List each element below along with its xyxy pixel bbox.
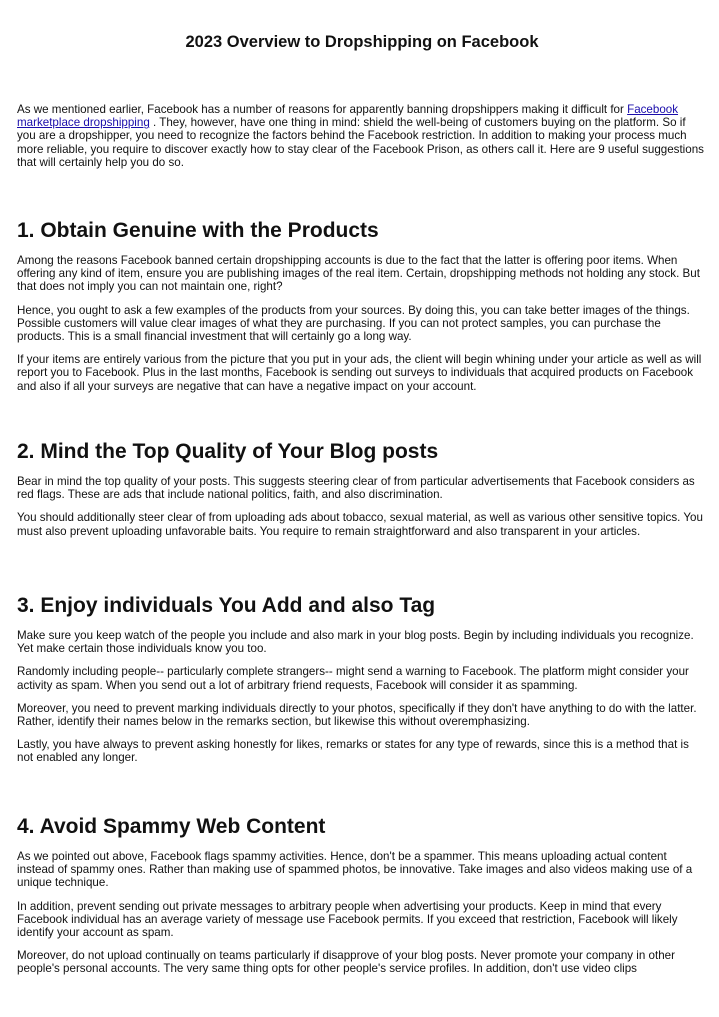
intro-paragraph	[17, 103, 707, 169]
facebook-marketplace-dropshipping-link[interactable]: Facebook marketplace dropshipping	[17, 103, 679, 130]
section-paragraph: Lastly, you have always to prevent asking honestly for likes, remarks or states for any type of rewards, since this is a method that is not enabled any longer.	[17, 738, 689, 765]
section-paragraph: Bear in mind the top quality of your posts. This suggests steering clear of from particular advertisements that Facebook considers as red flags. These are ads that include national politics, faith, and also discrimination.	[17, 475, 695, 502]
section-paragraph: As we pointed out above, Facebook flags spammy activities. Hence, don't be a spammer. This means uploading actual content instead of spammy ones. Rather than making use of spammed photos, be innovative. Take images and also videos making use of a unique technique.	[17, 850, 693, 890]
section-paragraph: In addition, prevent sending out private messages to arbitrary people when advertising your products. Keep in mind that every Facebook individual has an average variety of message use Facebook permits. If you exceed that restriction, Facebook will likely identify your account as spam.	[17, 899, 678, 940]
section-paragraph: Among the reasons Facebook banned certain dropshipping accounts is due to the fact that the latter is offering poor items. When offering any kind of item, ensure you are publishing images of the real item. Certain, dropshipping methods not holding any stock. But that does not imply you can not maintain one, right?	[17, 254, 700, 294]
intro-section	[17, 103, 707, 179]
section-heading: 1. Obtain Genuine with the Products	[17, 219, 379, 242]
section-4	[17, 814, 707, 986]
section-paragraph: If your items are entirely various from the picture that you put in your ads, the client will begin whining under your article as well as will report you to Facebook. Plus in the last months, Facebook is sending out surveys to individuals that acquired products on Facebook and also if all your surveys are negative that can have a negative impact on your account.	[17, 353, 702, 393]
section-paragraph: Make sure you keep watch of the people you include and also mark in your blog posts. Begin by including individuals you recognize. Yet make certain those individuals know you too.	[17, 629, 694, 656]
section-2	[17, 439, 707, 548]
intro-text-after: . They, however, have one thing in mind: shield the well-being of customers buying on the platform. So if you are a dropshipper, you need to recognize the factors behind the Facebook restriction. In addition to making your process much more reliable, you require to discover exactly how to stay clear of the Facebook Prison, as others call it. Here are 9 useful suggestions that will certainly help you do so.	[17, 116, 704, 169]
section-heading: 3. Enjoy individuals You Add and also Tag	[17, 594, 436, 617]
section-1	[17, 218, 707, 403]
page-title: 2023 Overview to Dropshipping on Facebook	[185, 33, 539, 51]
section-paragraph: You should additionally steer clear of from uploading ads about tobacco, sexual material, as well as various other sensitive topics. You must also prevent uploading unfavorable baits. You require to remain straightforward and also transparent in your articles.	[17, 511, 703, 538]
section-paragraph: Moreover, do not upload continually on teams particularly if disapprove of your blog posts. Never promote your company in other people's personal accounts. The very same thing opts for other people's service profiles. In addition, don't use video clips	[17, 949, 675, 976]
section-paragraph: Randomly including people-- particularly complete strangers-- might send a warning to Facebook. The platform might consider your activity as spam. When you send out a lot of arbitrary friend requests, Facebook will consider it as spamming.	[17, 665, 689, 692]
section-paragraph: Hence, you ought to ask a few examples of the products from your sources. By doing this, you can take better images of the things. Possible customers will value clear images of what they are purchasing. If you can not protect samples, you can purchase the products. This is a small financial investment that will certainly go a long way.	[17, 303, 690, 344]
section-3	[17, 593, 707, 775]
section-paragraph: Moreover, you need to prevent marking individuals directly to your photos, specifically if they don't have anything to do with the latter. Rather, identify their names below in the remarks section, but likewise this without overemphasizing.	[17, 701, 697, 729]
section-heading: 2. Mind the Top Quality of Your Blog posts	[17, 440, 439, 463]
section-heading: 4. Avoid Spammy Web Content	[17, 815, 326, 838]
intro-text-before: As we mentioned earlier, Facebook has a number of reasons for apparently banning dropshippers making it difficult for	[17, 103, 624, 116]
